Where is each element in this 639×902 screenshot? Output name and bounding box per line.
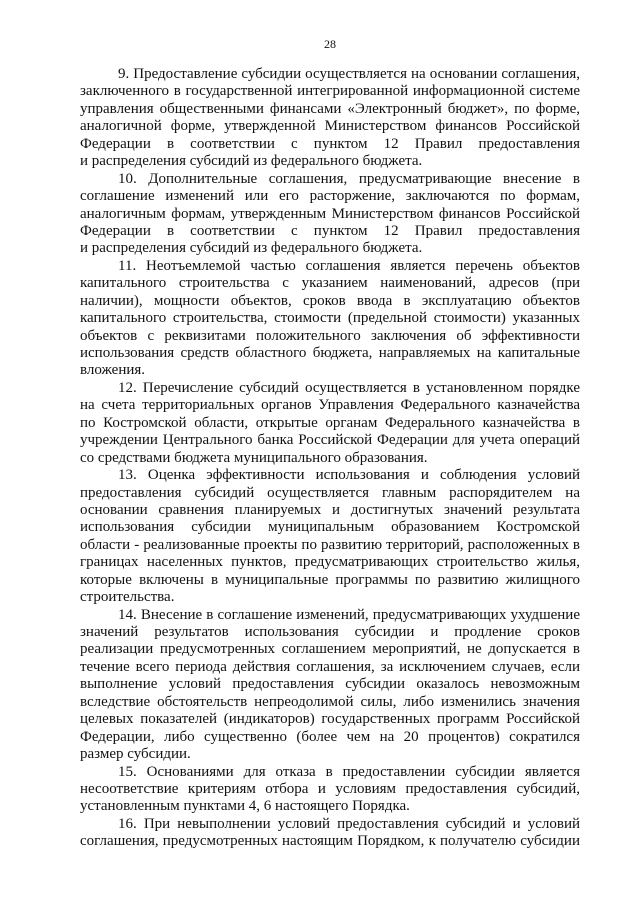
paragraph-line: значений результатов использования субсидии и продление сроков (80, 624, 580, 640)
paragraph-line: использования субсидии муниципальным образованием Костромской (80, 519, 580, 536)
document-body (80, 66, 580, 851)
paragraph-16 (80, 816, 580, 851)
paragraph-line: аналогичным формам, утвержденным Министерством финансов Российской (80, 205, 580, 222)
paragraph-line: капитального строительства, стоимости (предельной стоимости) указанных (80, 310, 580, 327)
paragraph-15 (80, 764, 580, 816)
paragraph-line: течение всего периода действия соглашения, за исключением случаев, если (80, 658, 580, 675)
page-number: 28 (324, 37, 336, 51)
paragraph-line: основании сравнения планируемых и достигнутых значений результата (80, 501, 580, 518)
paragraph-line: учреждении Центрального банка Российской Федерации для учета операций (80, 432, 580, 449)
paragraph-line: по Костромской области, открытые органам Федерального казначейства в (80, 414, 580, 431)
paragraph-line: 14. Внесение в соглашение изменений, предусматривающих ухудшение (118, 606, 580, 623)
paragraph-line: аналогичной форме, утвержденной Министерством финансов Российской (80, 118, 580, 135)
paragraph-line: объектов с реквизитами положительного заключения об эффективности (80, 327, 580, 344)
paragraph-line: Федерации в соответствии с пунктом 12 Правил предоставления (80, 135, 580, 152)
paragraph-line: 10. Дополнительные соглашения, предусматривающие внесение в (118, 170, 580, 187)
paragraph-9 (80, 66, 580, 171)
paragraph-line: Федерации в соответствии с пунктом 12 Правил предоставления (80, 222, 580, 239)
paragraph-line: управления общественными финансами «Электронный бюджет», по форме, (80, 100, 580, 117)
paragraph-line: наличии), мощности объектов, сроков ввода в эксплуатацию объектов (80, 292, 580, 309)
paragraph-line: которые включены в муниципальные программы по развитию жилищного (80, 571, 580, 588)
paragraph-line: реализации предусмотренных соглашением мероприятий, не допускается в (80, 641, 580, 658)
paragraph-11 (80, 258, 580, 380)
paragraph-line: использования средств областного бюджета, направляемых на капитальные (80, 345, 580, 361)
paragraph-line: 15. Основаниями для отказа в предоставлении субсидии является (118, 763, 580, 780)
paragraph-14 (80, 607, 580, 764)
paragraph-line: 12. Перечисление субсидий осуществляется в установленном порядке (118, 379, 580, 396)
paragraph-line: размер субсидии. (80, 746, 191, 763)
paragraph-line: на счета территориальных органов Управления Федерального казначейства (80, 397, 580, 414)
paragraph-line: и распределения субсидий из федерального бюджета. (80, 240, 423, 257)
paragraph-line: области - реализованные проекты по развитию территорий, расположенных в (80, 536, 580, 553)
paragraph-line: вложения. (80, 362, 146, 379)
paragraph-line: несоответствие критериям отбора и условиям предоставления субсидий, (80, 780, 580, 797)
paragraph-13 (80, 467, 580, 607)
paragraph-line: границах населенных пунктов, предусматривающих строительство жилья, (80, 554, 580, 571)
paragraph-line: 16. При невыполнении условий предоставления субсидий и условий (118, 815, 580, 832)
paragraph-line: установленным пунктами 4, 6 настоящего Порядка. (80, 798, 410, 815)
paragraph-line: строительства. (80, 589, 175, 606)
paragraph-line: со средствами бюджета муниципального образования. (80, 449, 428, 466)
paragraph-line: целевых показателей (индикаторов) государственных программ Российской (80, 711, 580, 728)
paragraph-line: 13. Оценка эффективности использования и соблюдения условий (118, 467, 580, 484)
paragraph-line: и распределения субсидий из федерального бюджета. (80, 153, 423, 170)
paragraph-line: выполнение условий предоставления субсидии оказалось невозможным (80, 676, 580, 693)
paragraph-line: 9. Предоставление субсидии осуществляется на основании соглашения, (118, 66, 580, 82)
paragraph-line: вследствие обстоятельств непреодолимой силы, либо изменились значения (80, 693, 580, 710)
paragraph-10 (80, 171, 580, 258)
paragraph-line: капитального строительства с указанием наименований, адресов (при (80, 275, 580, 292)
paragraph-line: соглашения, предусмотренных настоящим Порядком, к получателю субсидии (80, 833, 580, 850)
paragraph-line: Федерации, либо существенно (более чем на 20 процентов) сократился (80, 728, 580, 745)
paragraph-12 (80, 380, 580, 467)
paragraph-line: предоставления субсидий осуществляется главным распорядителем на (80, 484, 580, 501)
paragraph-line: 11. Неотъемлемой частью соглашения является перечень объектов (118, 257, 580, 274)
paragraph-line: соглашение изменений или его расторжение, заключаются по формам, (80, 188, 580, 205)
paragraph-line: заключенного в государственной интегрированной информационной системе (80, 83, 580, 100)
